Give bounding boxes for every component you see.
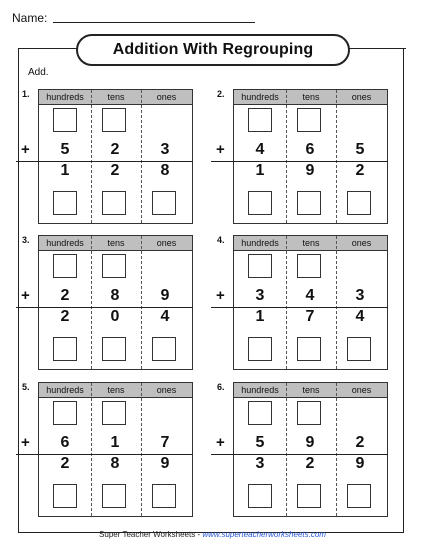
top-digit-hundreds: 4 [255,141,265,158]
answer-box-hundreds[interactable] [53,484,77,508]
plus-sign: + [21,434,30,451]
sum-line [16,307,193,308]
plus-sign: + [216,434,225,451]
answer-box-tens[interactable] [297,484,321,508]
name-label: Name: [12,11,48,25]
header-ones: ones [351,238,372,248]
carry-box-tens[interactable] [297,108,321,132]
place-value-header [234,236,387,251]
carry-box-hundreds[interactable] [248,108,272,132]
bottom-digit-hundreds: 2 [60,308,70,325]
top-digit-hundreds: 5 [60,141,70,158]
place-value-grid [38,89,193,224]
answer-box-ones[interactable] [152,337,176,361]
carry-box-tens[interactable] [102,108,126,132]
title-text: Addition With Regrouping [112,41,314,58]
place-value-grid [233,89,388,224]
bottom-digit-tens: 0 [110,308,120,325]
header-tens: tens [302,385,320,395]
carry-box-tens[interactable] [102,401,126,425]
plus-sign: + [21,141,30,158]
bottom-digit-hundreds: 3 [255,455,265,472]
top-digit-hundreds: 2 [60,287,70,304]
carry-box-hundreds[interactable] [53,108,77,132]
carry-box-hundreds[interactable] [248,401,272,425]
name-line[interactable] [53,22,255,23]
problem-1 [21,89,211,224]
header-tens: tens [302,238,320,248]
footer-text: Super Teacher Worksheets - [99,530,203,539]
top-digit-ones: 3 [355,287,365,304]
place-value-grid [233,382,388,517]
top-digit-ones: 7 [160,434,170,451]
top-digit-tens: 8 [110,287,120,304]
header-ones: ones [156,238,177,248]
sum-line [16,161,193,162]
top-digit-hundreds: 6 [60,434,70,451]
answer-box-tens[interactable] [297,337,321,361]
top-digit-tens: 6 [305,141,315,158]
header-hundreds: hundreds [46,238,84,248]
sum-line [211,454,388,455]
place-value-header [39,383,192,398]
footer [0,530,425,539]
problem-3 [21,235,211,370]
header-ones: ones [351,385,372,395]
bottom-digit-ones: 9 [160,455,170,472]
header-hundreds: hundreds [46,385,84,395]
header-tens: tens [107,238,125,248]
bottom-digit-ones: 9 [355,455,365,472]
problem-number: 6. [217,382,225,392]
header-tens: tens [107,92,125,102]
place-value-header [234,383,387,398]
top-digit-hundreds: 3 [255,287,265,304]
place-value-grid [233,235,388,370]
sum-line [211,307,388,308]
answer-box-ones[interactable] [152,484,176,508]
header-tens: tens [107,385,125,395]
top-digit-tens: 9 [305,434,315,451]
bottom-digit-ones: 2 [355,162,365,179]
worksheet-title [76,34,350,66]
answer-box-hundreds[interactable] [248,484,272,508]
top-digit-ones: 2 [355,434,365,451]
place-value-grid [38,382,193,517]
plus-sign: + [21,287,30,304]
header-hundreds: hundreds [241,92,279,102]
carry-box-tens[interactable] [297,254,321,278]
carry-box-hundreds[interactable] [53,401,77,425]
bottom-digit-ones: 4 [355,308,365,325]
answer-box-ones[interactable] [347,484,371,508]
header-ones: ones [156,385,177,395]
bottom-digit-hundreds: 2 [60,455,70,472]
top-digit-ones: 9 [160,287,170,304]
problem-4 [216,235,406,370]
problem-number: 4. [217,235,225,245]
carry-box-hundreds[interactable] [53,254,77,278]
header-hundreds: hundreds [241,238,279,248]
bottom-digit-tens: 8 [110,455,120,472]
answer-box-ones[interactable] [152,191,176,215]
bottom-digit-tens: 2 [305,455,315,472]
carry-box-hundreds[interactable] [248,254,272,278]
header-ones: ones [156,92,177,102]
answer-box-hundreds[interactable] [53,191,77,215]
header-hundreds: hundreds [241,385,279,395]
bottom-digit-tens: 2 [110,162,120,179]
bottom-digit-ones: 8 [160,162,170,179]
name-row [12,11,255,25]
bottom-digit-ones: 4 [160,308,170,325]
sum-line [211,161,388,162]
answer-box-tens[interactable] [102,191,126,215]
carry-box-tens[interactable] [102,254,126,278]
answer-box-hundreds[interactable] [53,337,77,361]
problem-6 [216,382,406,517]
problem-number: 5. [22,382,30,392]
place-value-header [234,90,387,105]
place-value-header [39,90,192,105]
header-tens: tens [302,92,320,102]
answer-box-ones[interactable] [347,191,371,215]
answer-box-tens[interactable] [102,484,126,508]
answer-box-tens[interactable] [297,191,321,215]
place-value-header [39,236,192,251]
bottom-digit-tens: 9 [305,162,315,179]
instruction-text: Add. [28,67,49,78]
problem-2 [216,89,406,224]
problem-number: 1. [22,89,30,99]
top-digit-hundreds: 5 [255,434,265,451]
answer-box-hundreds[interactable] [248,337,272,361]
top-digit-tens: 2 [110,141,120,158]
footer-url[interactable]: www.superteacherworksheets.com [202,530,326,539]
top-digit-ones: 3 [160,141,170,158]
bottom-digit-hundreds: 1 [255,162,265,179]
bottom-digit-tens: 7 [305,308,315,325]
sum-line [16,454,193,455]
answer-box-tens[interactable] [102,337,126,361]
plus-sign: + [216,141,225,158]
bottom-digit-hundreds: 1 [60,162,70,179]
problem-5 [21,382,211,517]
plus-sign: + [216,287,225,304]
top-digit-tens: 1 [110,434,120,451]
header-ones: ones [351,92,372,102]
answer-box-hundreds[interactable] [248,191,272,215]
carry-box-tens[interactable] [297,401,321,425]
place-value-grid [38,235,193,370]
header-hundreds: hundreds [46,92,84,102]
bottom-digit-hundreds: 1 [255,308,265,325]
problem-number: 2. [217,89,225,99]
answer-box-ones[interactable] [347,337,371,361]
top-digit-tens: 4 [305,287,315,304]
problem-number: 3. [22,235,30,245]
top-digit-ones: 5 [355,141,365,158]
